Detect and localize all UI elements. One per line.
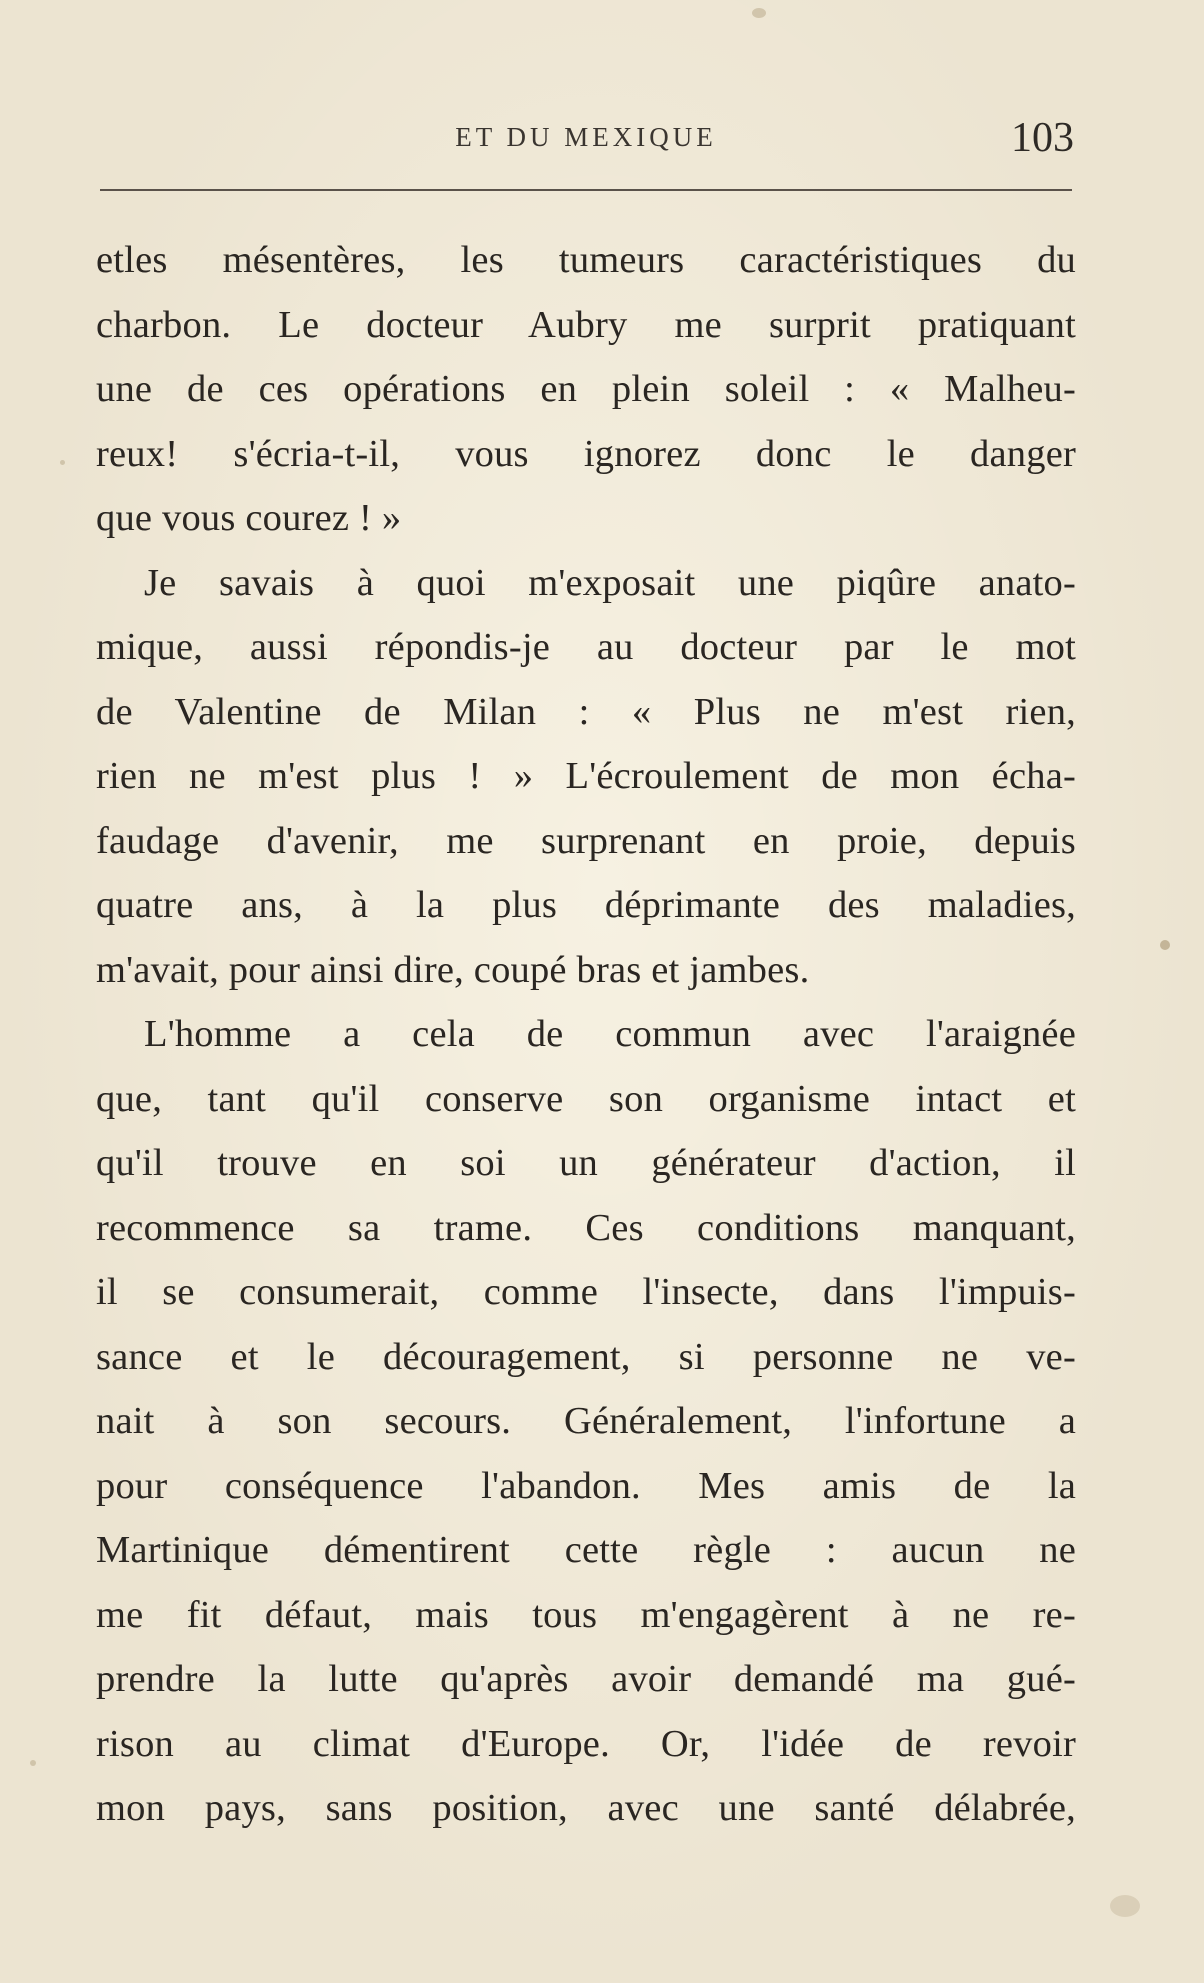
header-rule	[100, 189, 1072, 191]
text-line: qu'il trouve en soi un générateur d'action, il	[96, 1142, 1076, 1184]
paper-speck	[1110, 1895, 1140, 1917]
text-line: reux! s'écria-t-il, vous ignorez donc le danger	[96, 432, 1076, 475]
paper-speck	[1160, 940, 1170, 950]
running-head	[98, 115, 1074, 161]
text-line: de Valentine de Milan : « Plus ne m'est rien,	[96, 690, 1076, 733]
paper-speck	[30, 1760, 36, 1766]
text-line: recommence sa trame. Ces conditions manquant,	[96, 1206, 1076, 1249]
text-line: une de ces opérations en plein soleil : « Malheu-	[96, 368, 1076, 410]
running-title: ET DU MEXIQUE	[455, 122, 717, 152]
text-line: me fit défaut, mais tous m'engagèrent à ne re-	[96, 1593, 1076, 1636]
page-number: 103	[1011, 115, 1074, 161]
paper-speck	[60, 460, 65, 465]
text-line: nait à son secours. Généralement, l'infortune a	[96, 1400, 1076, 1442]
text-line: charbon. Le docteur Aubry me surprit pratiquant	[96, 303, 1076, 346]
text-line: faudage d'avenir, me surprenant en proie, depuis	[96, 819, 1076, 862]
text-line: pour conséquence l'abandon. Mes amis de la	[96, 1464, 1076, 1507]
text-line: Martinique démentirent cette règle : aucun ne	[96, 1529, 1076, 1571]
text-line: prendre la lutte qu'après avoir demandé ma gué-	[96, 1658, 1076, 1700]
text-line: L'homme a cela de commun avec l'araignée	[144, 1013, 1076, 1055]
text-line: sance et le découragement, si personne ne ve-	[96, 1335, 1076, 1378]
text-line: mon pays, sans position, avec une santé délabrée,	[96, 1787, 1076, 1829]
text-line: rison au climat d'Europe. Or, l'idée de revoir	[96, 1722, 1076, 1765]
text-line: Je savais à quoi m'exposait une piqûre anato-	[144, 561, 1076, 604]
text-line: que, tant qu'il conserve son organisme intact et	[96, 1077, 1076, 1120]
text-line: il se consumerait, comme l'insecte, dans l'impuis-	[96, 1271, 1076, 1313]
text-line: quatre ans, à la plus déprimante des maladies,	[96, 884, 1076, 926]
body-text	[96, 228, 1076, 1841]
text-line: mique, aussi répondis-je au docteur par le mot	[96, 626, 1076, 668]
paper-speck	[752, 8, 766, 18]
text-line: m'avait, pour ainsi dire, coupé bras et jambes.	[96, 948, 810, 991]
text-line: rien ne m'est plus ! » L'écroulement de mon écha-	[96, 755, 1076, 797]
text-line: etles mésentères, les tumeurs caractéristiques du	[96, 239, 1076, 281]
text-line: que vous courez ! »	[96, 497, 402, 539]
